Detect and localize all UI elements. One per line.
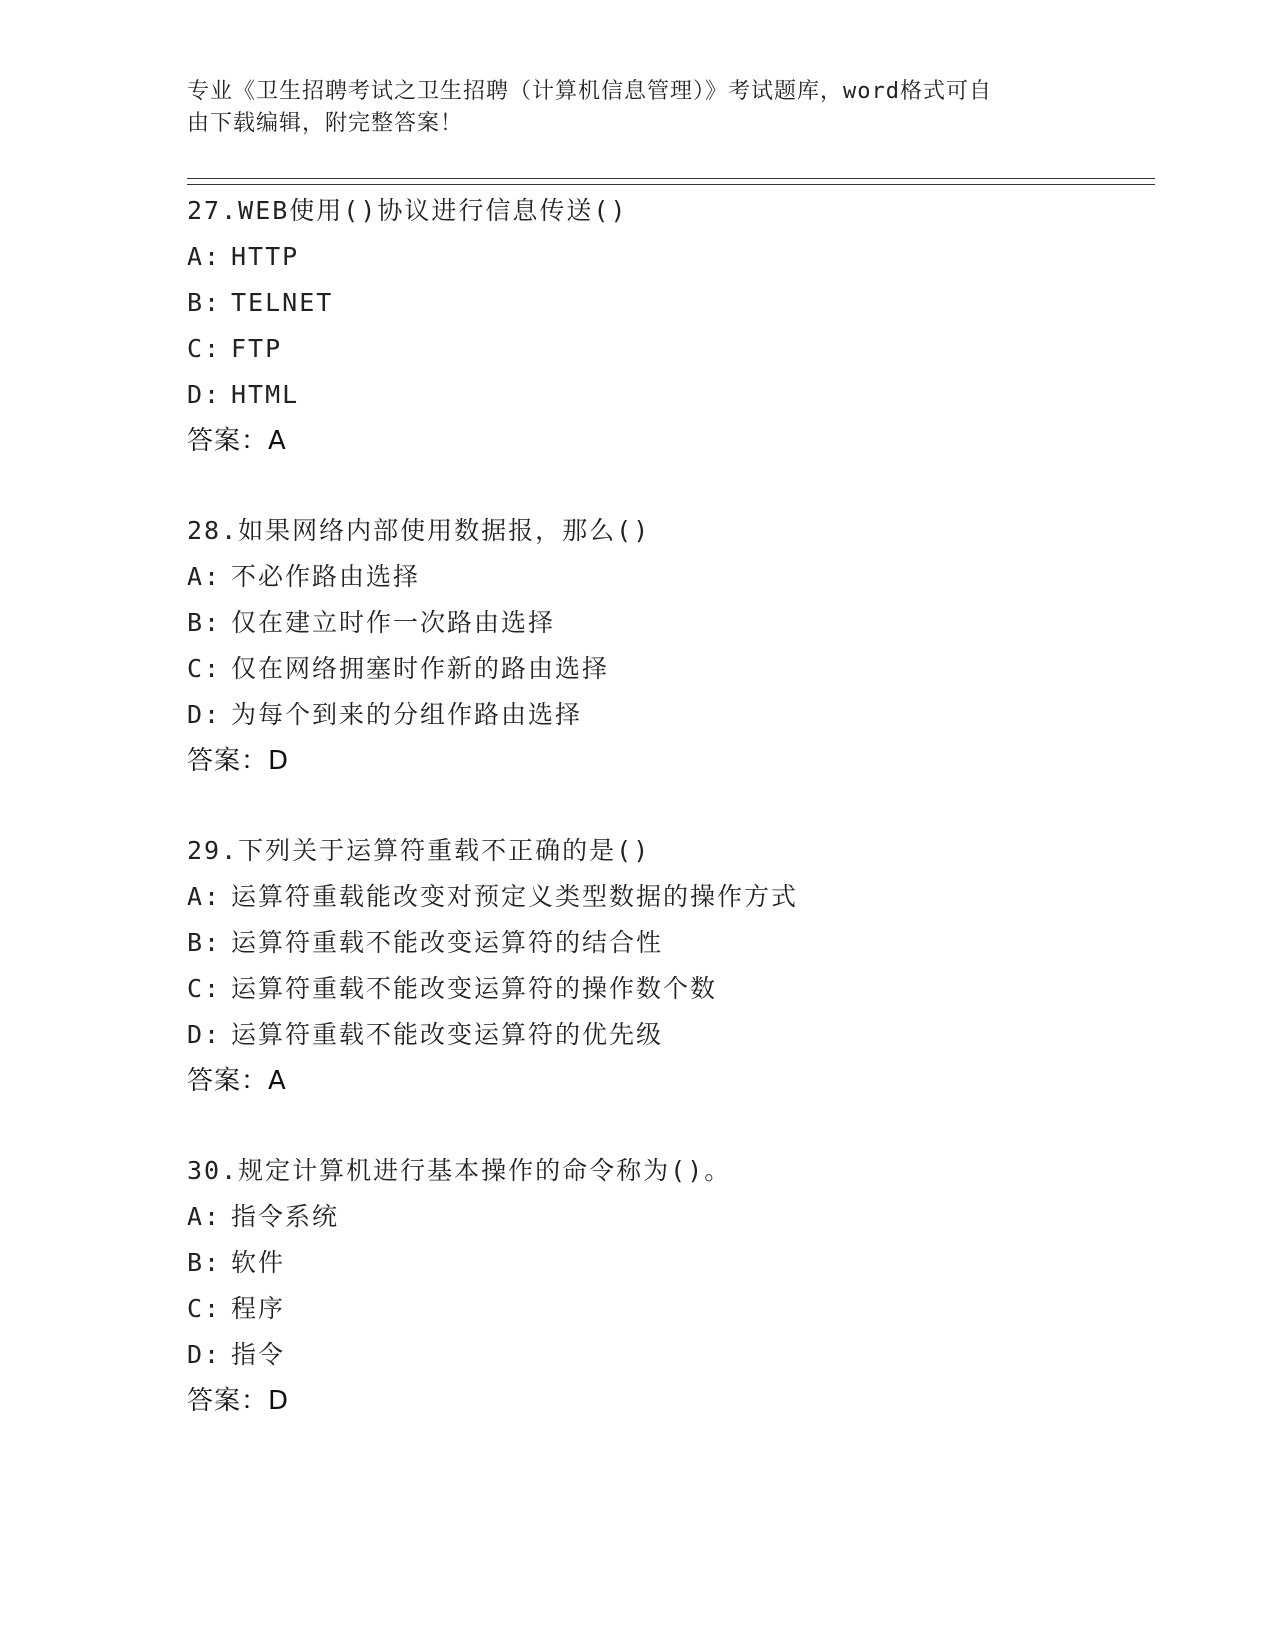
option-text: FTP xyxy=(231,334,283,363)
option-text: 运算符重载能改变对预定义类型数据的操作方式 xyxy=(231,882,799,911)
option-text: TELNET xyxy=(231,288,334,317)
answer-line: 答案：A xyxy=(187,426,287,456)
answer-line: 答案：D xyxy=(187,746,290,776)
option-letter: D: xyxy=(187,1340,222,1369)
question-30 xyxy=(187,1148,1147,1424)
question-stem: 29.下列关于运算符重载不正确的是() xyxy=(187,836,651,865)
question-28 xyxy=(187,508,1147,784)
option-letter: D: xyxy=(187,380,222,409)
option-letter: A: xyxy=(187,562,222,591)
question-stem: 30.规定计算机进行基本操作的命令称为()。 xyxy=(187,1156,732,1185)
document-header xyxy=(187,76,1087,140)
option-letter: C: xyxy=(187,1294,222,1323)
option-text: 软件 xyxy=(231,1248,286,1277)
option-d xyxy=(187,692,1147,738)
option-text: 指令系统 xyxy=(231,1202,340,1231)
option-text: 运算符重载不能改变运算符的结合性 xyxy=(231,928,664,957)
option-text: 仅在建立时作一次路由选择 xyxy=(231,608,556,637)
option-letter: B: xyxy=(187,288,222,317)
option-letter: B: xyxy=(187,928,222,957)
header-divider-top xyxy=(187,178,1155,179)
option-b xyxy=(187,280,1147,326)
header-line-1: 专业《卫生招聘考试之卫生招聘（计算机信息管理）》考试题库，word格式可自 xyxy=(187,79,992,104)
option-d xyxy=(187,1332,1147,1378)
option-letter: B: xyxy=(187,608,222,637)
option-d xyxy=(187,372,1147,418)
option-b xyxy=(187,920,1147,966)
option-letter: C: xyxy=(187,654,222,683)
option-text: 指令 xyxy=(231,1340,286,1369)
option-b xyxy=(187,600,1147,646)
option-a xyxy=(187,874,1147,920)
option-letter: B: xyxy=(187,1248,222,1277)
option-a xyxy=(187,554,1147,600)
question-stem: 27.WEB使用()协议进行信息传送() xyxy=(187,196,628,225)
option-letter: A: xyxy=(187,882,222,911)
option-letter: D: xyxy=(187,700,222,729)
option-text: HTTP xyxy=(231,242,300,271)
option-text: HTML xyxy=(231,380,300,409)
header-divider-bottom xyxy=(187,184,1155,185)
option-c xyxy=(187,966,1147,1012)
question-29 xyxy=(187,828,1147,1104)
option-a xyxy=(187,1194,1147,1240)
option-letter: C: xyxy=(187,974,222,1003)
option-c xyxy=(187,326,1147,372)
option-d xyxy=(187,1012,1147,1058)
option-text: 不必作路由选择 xyxy=(231,562,421,591)
option-letter: A: xyxy=(187,242,222,271)
question-27 xyxy=(187,188,1147,464)
header-line-2: 由下载编辑，附完整答案！ xyxy=(187,111,464,136)
option-c xyxy=(187,1286,1147,1332)
option-text: 运算符重载不能改变运算符的优先级 xyxy=(231,1020,664,1049)
option-letter: C: xyxy=(187,334,222,363)
option-b xyxy=(187,1240,1147,1286)
answer-line: 答案：D xyxy=(187,1386,290,1416)
option-a xyxy=(187,234,1147,280)
option-text: 仅在网络拥塞时作新的路由选择 xyxy=(231,654,610,683)
option-letter: A: xyxy=(187,1202,222,1231)
option-text: 程序 xyxy=(231,1294,286,1323)
option-c xyxy=(187,646,1147,692)
question-stem: 28.如果网络内部使用数据报，那么() xyxy=(187,516,651,545)
option-letter: D: xyxy=(187,1020,222,1049)
answer-line: 答案：A xyxy=(187,1066,287,1096)
option-text: 运算符重载不能改变运算符的操作数个数 xyxy=(231,974,718,1003)
option-text: 为每个到来的分组作路由选择 xyxy=(231,700,583,729)
